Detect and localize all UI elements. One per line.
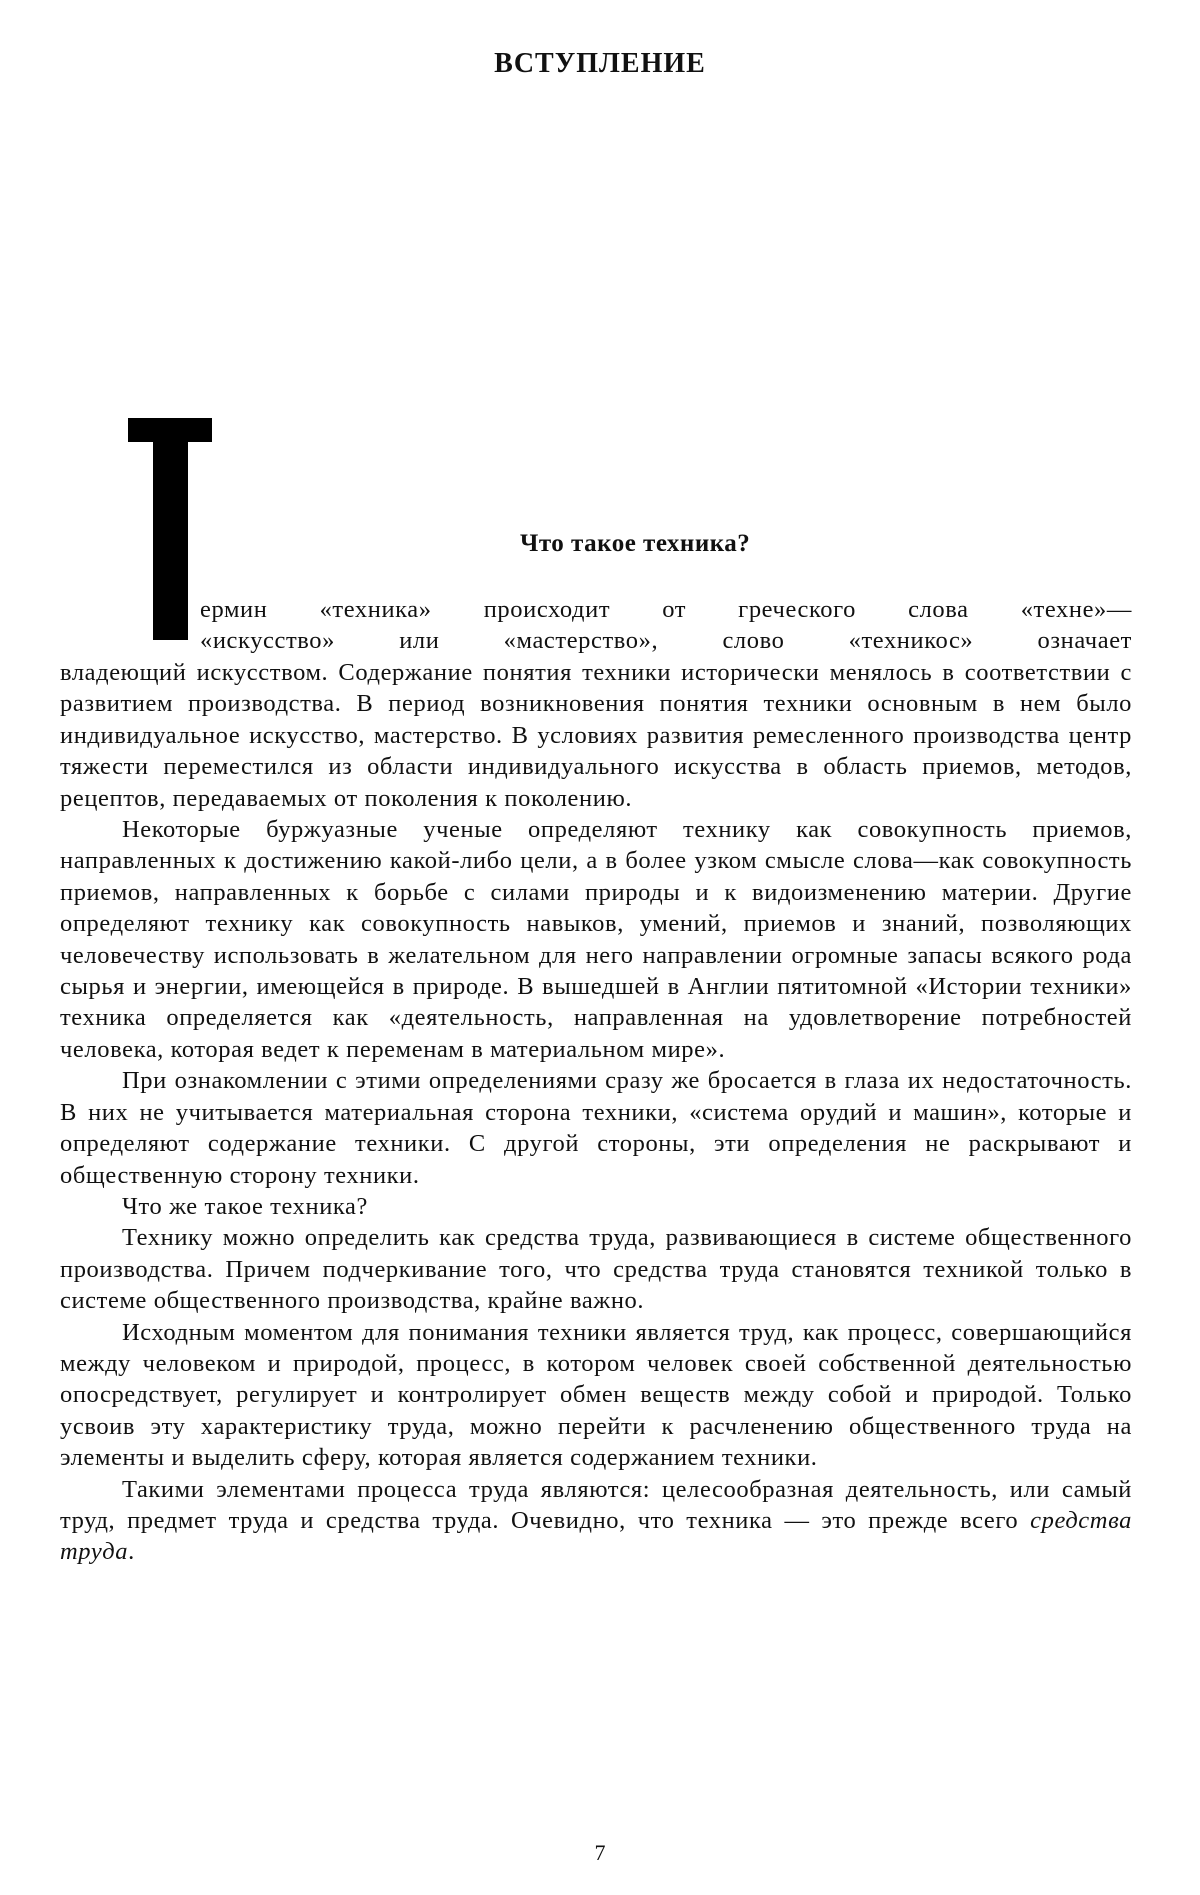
section-heading: Что такое техника? bbox=[520, 530, 751, 557]
chapter-title: ВСТУПЛЕНИЕ bbox=[494, 48, 706, 79]
paragraph-text: Такими элементами процесса труда являются: целесообразная деятельность, или самый труд, предмет труда и средства труда. Очевидно, что техника — это прежде всего bbox=[60, 1475, 1132, 1534]
lead-line: «искусство» или «мастерство», слово «техникос» означает bbox=[200, 627, 1132, 655]
lead-line: ермин «техника» происходит от греческого слова «техне»— bbox=[200, 596, 1132, 623]
paragraph: владеющий искусством. Содержание понятия техники исторически менялось в соответствии с развитием производства. В период возникновения понятия техники основным в нем было индивидуальное искусство, мастерство. В условиях развития ремесленного производства центр тяжести переместился из области индивидуального искусства в область приемов, методов, рецептов, передаваемых от поколения к поколению. bbox=[60, 659, 1132, 812]
paragraph: Технику можно определить как средства труда, развивающиеся в системе общественного производства. Причем подчеркивание того, что средства труда становятся техникой только в системе общественного производства, крайне важно. bbox=[60, 1224, 1132, 1315]
lead-lines bbox=[200, 594, 1132, 657]
drop-cap-stem bbox=[153, 418, 188, 640]
emphasis-text: средства труда bbox=[60, 1506, 1132, 1566]
paragraph-last bbox=[60, 1474, 1132, 1568]
paragraph: Исходным моментом для понимания техники является труд, как процесс, совершающийся между человеком и природой, процесс, в котором человек своей собственной деятельностью опосредствует, регулирует и контролирует обмен веществ между собой и природой. Только усвоив эту характеристику труда, можно перейти к расчленению общественного труда на элементы и выделить сферу, которая является содержанием техники. bbox=[60, 1318, 1132, 1472]
paragraph: Некоторые буржуазные ученые определяют технику как совокупность приемов, направленных к достижению какой-либо цели, а в более узком смысле слова—как совокупность приемов, направленных к борьбе с силами природы и к видоизменению материи. Другие определяют технику как совокупность навыков, умений, приемов и знаний, позволяющих человечеству использовать в желательном для него направлении огромные запасы всякого рода сырья и энергии, имеющейся в природе. В вышедшей в Англии пятитомной «Истории техники» техника определяется как «деятельность, направленная на удовлетворение потребностей человека, которая ведет к переменам в материальном мире». bbox=[60, 816, 1132, 1063]
page-number: 7 bbox=[594, 1840, 606, 1865]
paragraph: При ознакомлении с этими определениями сразу же бросается в глаза их недостаточность. В них не учитывается материальная сторона техники, «система орудий и машин», которые и определяют содержание техники. С другой стороны, эти определения не раскрывают и общественную сторону техники. bbox=[60, 1067, 1132, 1189]
body-text bbox=[60, 657, 1132, 1568]
paragraph-end: . bbox=[128, 1538, 135, 1566]
paragraph: Что же такое техника? bbox=[122, 1192, 368, 1220]
